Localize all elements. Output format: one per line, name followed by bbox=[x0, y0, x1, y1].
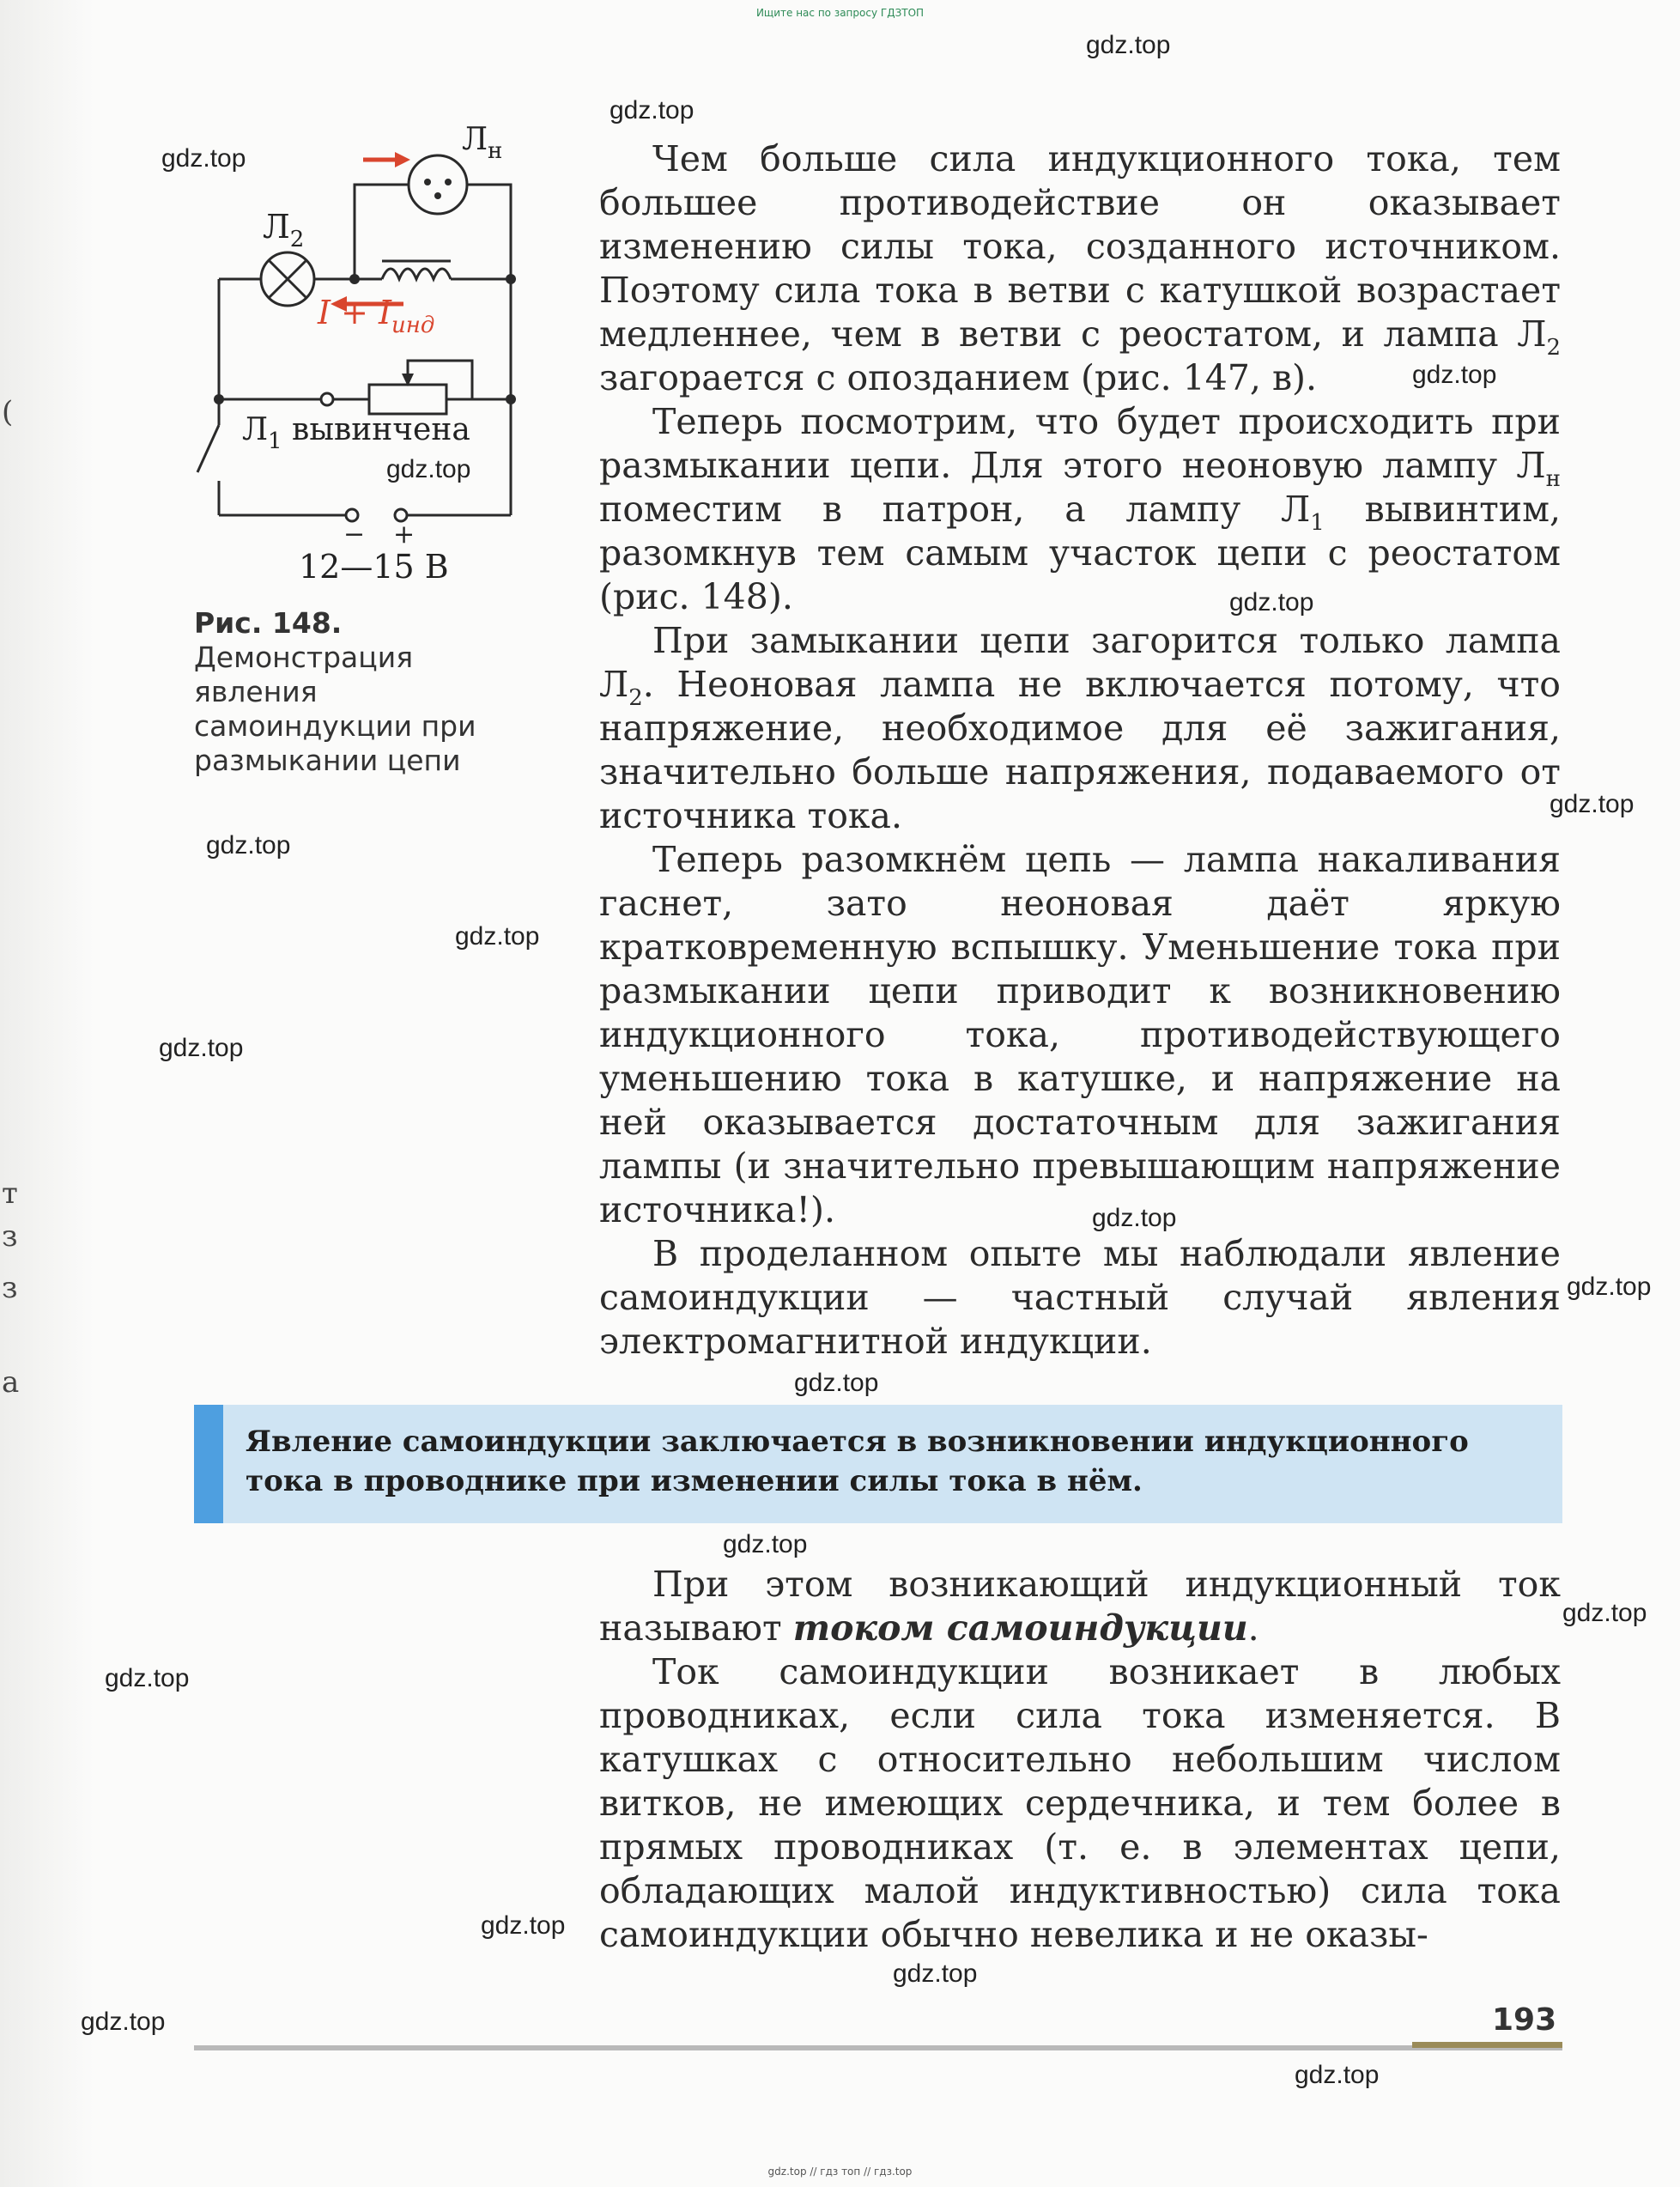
watermark: gdz.top bbox=[1086, 31, 1171, 59]
watermark: gdz.top bbox=[206, 831, 291, 860]
watermark: gdz.top bbox=[1550, 790, 1635, 818]
page-number: 193 bbox=[1492, 2002, 1557, 2038]
circuit-diagram bbox=[189, 122, 549, 592]
footer-rule bbox=[194, 2045, 1562, 2050]
definition-accent-bar bbox=[194, 1405, 223, 1523]
top-search-note: Ищите нас по запросу ГДЗТОП bbox=[755, 7, 925, 19]
minus-terminal-label: − bbox=[343, 519, 366, 550]
circuit-schematic bbox=[189, 129, 549, 592]
watermark: gdz.top bbox=[159, 1034, 244, 1062]
adjacent-page-edge: ( т з з а bbox=[2, 395, 20, 1400]
caption-text: Демонстрация явления самоиндукции при размыкании цепи bbox=[194, 641, 476, 777]
watermark: gdz.top bbox=[81, 2008, 166, 2036]
paragraph: При этом возникающий индукционный ток называют током самоиндукции. bbox=[599, 1564, 1561, 1649]
paragraph: Ток самоиндукции возникает в любых проводниках, если сила тока изменяется. В катушках с относительно небольшим числом витков, не имеющих сердечника, и тем более в прямых проводниках (т. е. в элементах цепи, обладающих малой индуктивностью) сила тока самоиндукции обычно невелика и не оказы- bbox=[599, 1651, 1561, 1955]
watermark: gdz.top bbox=[1295, 2061, 1380, 2089]
watermark: gdz.top bbox=[161, 144, 246, 173]
figure-caption bbox=[194, 606, 537, 778]
plus-terminal-label: + bbox=[393, 519, 415, 550]
caption-number: Рис. 148. bbox=[194, 606, 343, 640]
lamp-2-label: $Л_2$ bbox=[263, 208, 305, 252]
neon-lamp-label: $Л_н$ bbox=[462, 122, 503, 164]
watermark: gdz.top bbox=[1412, 361, 1497, 389]
watermark: gdz.top bbox=[481, 1911, 566, 1940]
watermark: gdz.top bbox=[386, 455, 471, 483]
watermark: gdz.top bbox=[1562, 1599, 1647, 1627]
voltage-label: 12—15 В bbox=[299, 548, 449, 586]
induced-current-label: $I + I_{инд}$ bbox=[318, 294, 435, 338]
watermark: gdz.top bbox=[455, 922, 540, 951]
bottom-note: gdz.top // гдз топ // гдз.top bbox=[767, 2166, 913, 2178]
paragraph: Теперь посмотрим, что будет происходить при размыкании цепи. Для этого неоновую лампу $Л_н$ поместим в патрон, а лампу $Л_1$ вывинтим, разомкнув тем самым участок цепи с реостатом (рис. 148). bbox=[599, 401, 1561, 617]
watermark: gdz.top bbox=[1092, 1204, 1177, 1232]
paragraph: При замыкании цепи загорится только лампа $Л_2$. Неоновая лампа не включается потому, что напряжение, необходимое для её зажигания, значительно больше напряжения, подаваемого от источника тока. bbox=[599, 620, 1561, 836]
paragraph: Чем больше сила индукционного тока, тем большее противодействие он оказывает изменению силы тока, созданного источником. Поэтому сила тока в ветви с катушкой возрастает медленнее, чем в ветви с реостатом, и лампа $Л_2$ загорается с опозданием (рис. 147, в). bbox=[599, 138, 1561, 398]
paragraph: В проделанном опыте мы наблюдали явление самоиндукции — частный случай явления электромагнитной индукции. bbox=[599, 1233, 1561, 1362]
body-text-upper bbox=[599, 137, 1561, 1364]
footer-accent bbox=[1412, 2042, 1562, 2048]
watermark: gdz.top bbox=[105, 1664, 190, 1692]
body-text-lower bbox=[599, 1563, 1561, 1957]
watermark: gdz.top bbox=[1229, 588, 1314, 617]
watermark: gdz.top bbox=[610, 96, 694, 125]
term-self-induction-current: током самоиндукции bbox=[792, 1607, 1248, 1649]
watermark: gdz.top bbox=[893, 1959, 978, 1988]
paragraph: Теперь разомкнём цепь — лампа накаливания гаснет, зато неоновая даёт яркую кратковременную вспышку. Уменьшение тока при размыкании цепи приводит к возникновению индукционного тока, противодействующего уменьшению тока в катушке, и напряжение на ней оказывается достаточным для зажигания лампы (и значительно превышающим напряжение источника!). bbox=[599, 839, 1561, 1230]
definition-text: Явление самоиндукции заключается в возникновении индукционного тока в проводнике при изменении силы тока в нём. bbox=[246, 1425, 1469, 1498]
watermark: gdz.top bbox=[794, 1369, 879, 1397]
definition-box bbox=[194, 1405, 1562, 1523]
lamp-1-label: $Л_1$ вывинчена bbox=[242, 412, 470, 454]
watermark: gdz.top bbox=[723, 1530, 808, 1558]
watermark: gdz.top bbox=[1567, 1273, 1652, 1301]
